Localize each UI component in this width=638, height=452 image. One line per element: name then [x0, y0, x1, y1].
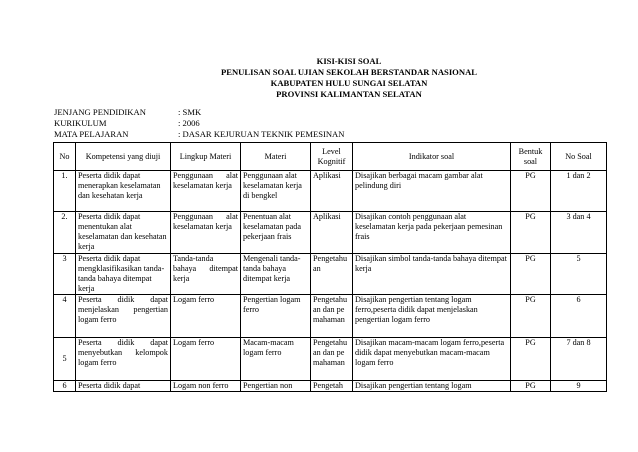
cell-indikator: Disajikan pengertian tentang logam [353, 381, 511, 392]
cell-no: 2. [54, 212, 76, 254]
table-row [54, 381, 607, 392]
cell-materi: Pengertian non [241, 381, 311, 392]
cell-materi: Pengertian logam ferro [241, 295, 311, 338]
document-title: KISI-KISI SOAL [316, 56, 382, 66]
header-level: Level Kognitif [311, 143, 353, 171]
cell-indikator: Disajikan pengertian tentang logam ferro,peserta didik dapat menjelaskan pengertian logam ferro [353, 295, 511, 338]
header-no: No [54, 143, 76, 171]
cell-no: 1. [54, 171, 76, 212]
header-lingkup: Lingkup Materi [171, 143, 241, 171]
cell-kompetensi: Peserta didik dapat menerapkan keselamatan dan kesehatan kerja [76, 171, 171, 212]
cell-level: Pengetah [311, 381, 353, 392]
header-kompetensi: Kompetensi yang diuji [76, 143, 171, 171]
cell-bentuk: PG [511, 338, 551, 381]
cell-nosoal: 1 dan 2 [551, 171, 607, 212]
cell-level: Pengetahuan dan pemahaman [311, 295, 353, 338]
document-subtitle: PENULISAN SOAL UJIAN SEKOLAH BERSTANDAR NASIONAL [220, 67, 478, 77]
cell-lingkup: Tanda-tanda bahaya ditempat kerja [171, 254, 241, 295]
cell-nosoal: 5 [551, 254, 607, 295]
cell-indikator: Disajikan simbol tanda-tanda bahaya ditempat kerja [353, 254, 511, 295]
document-province: PROVINSI KALIMANTAN SELATAN [276, 89, 422, 99]
meta-label: JENJANG PENDIDIKAN [54, 107, 146, 117]
cell-indikator: Disajikan contoh penggunaan alat keselamatan kerja pada pekerjaan pemesinan frais [353, 212, 511, 254]
cell-bentuk: PG [511, 254, 551, 295]
cell-materi: Mengenali tanda-tanda bahaya ditempat kerja [241, 254, 311, 295]
cell-bentuk: PG [511, 171, 551, 212]
cell-materi: Penentuan alat keselamatan pada pekerjaan frais [241, 212, 311, 254]
cell-nosoal: 6 [551, 295, 607, 338]
table-row [54, 171, 607, 212]
table-header-row [54, 143, 607, 171]
cell-bentuk: PG [511, 212, 551, 254]
cell-nosoal: 3 dan 4 [551, 212, 607, 254]
cell-level: Pengetahuan dan pemahaman [311, 338, 353, 381]
cell-no: 5 [54, 338, 76, 381]
cell-nosoal: 7 dan 8 [551, 338, 607, 381]
header-nosoal: No Soal [551, 143, 607, 171]
cell-kompetensi: Peserta didik dapat menjelaskan pengertian logam ferro [76, 295, 171, 338]
cell-level: Pengetahuan [311, 254, 353, 295]
cell-level: Aplikasi [311, 171, 353, 212]
header-bentuk: Bentuk soal [511, 143, 551, 171]
cell-lingkup: Logam non ferro [171, 381, 241, 392]
cell-materi: Penggunaan alat keselamatan kerja di bengkel [241, 171, 311, 212]
table-row [54, 295, 607, 338]
cell-no: 6 [54, 381, 76, 392]
table-row [54, 212, 607, 254]
cell-lingkup: Logam ferro [171, 338, 241, 381]
cell-kompetensi: Peserta didik dapat mengklasifikasikan tanda-tanda bahaya ditempat kerja [76, 254, 171, 295]
kisi-kisi-table [53, 142, 607, 392]
cell-bentuk: PG [511, 381, 551, 392]
cell-no: 4 [54, 295, 76, 338]
cell-bentuk: PG [511, 295, 551, 338]
cell-no: 3 [54, 254, 76, 295]
document-region: KABUPATEN HULU SUNGAI SELATAN [270, 78, 428, 88]
meta-label: KURIKULUM [54, 118, 107, 128]
meta-value: : 2006 [178, 118, 200, 128]
header-indikator: Indikator soal [353, 143, 511, 171]
meta-label: MATA PELAJARAN [54, 129, 129, 139]
cell-indikator: Disajikan macam-macam logam ferro,peserta didik dapat menyebutkan macam-macam logam ferro [353, 338, 511, 381]
cell-kompetensi: Peserta didik dapat menyebutkan kelompok logam ferro [76, 338, 171, 381]
cell-materi: Macam-macam logam ferro [241, 338, 311, 381]
cell-nosoal: 9 [551, 381, 607, 392]
table-row [54, 338, 607, 381]
cell-lingkup: Penggunaan alat keselamatan kerja [171, 171, 241, 212]
header-materi: Materi [241, 143, 311, 171]
cell-level: Aplikasi [311, 212, 353, 254]
cell-kompetensi: Peserta didik dapat [76, 381, 171, 392]
cell-kompetensi: Peserta didik dapat menentukan alat keselamatan dan kesehatan kerja [76, 212, 171, 254]
cell-indikator: Disajikan berbagai macam gambar alat pelindung diri [353, 171, 511, 212]
meta-value: : SMK [178, 107, 202, 117]
cell-lingkup: Penggunaan alat keselamatan kerja [171, 212, 241, 254]
meta-value: : DASAR KEJURUAN TEKNIK PEMESINAN [178, 129, 345, 139]
table-row [54, 254, 607, 295]
cell-lingkup: Logam ferro [171, 295, 241, 338]
